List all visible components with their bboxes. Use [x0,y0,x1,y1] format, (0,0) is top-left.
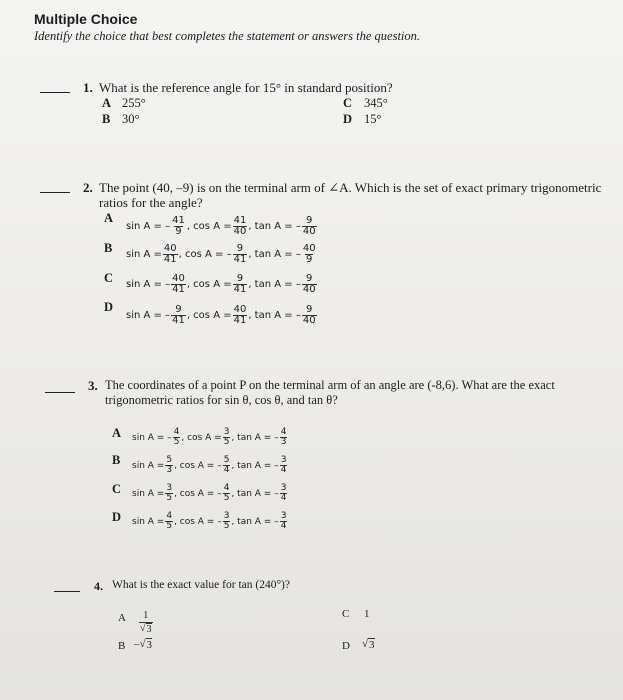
sin-label: sin A = – [126,279,171,290]
denominator: 5 [173,437,180,447]
numerator: 9 [236,273,244,284]
sin-fraction [171,305,186,326]
denominator: 41 [172,284,185,295]
option-value[interactable]: 255° [122,96,146,110]
cos-label: , cos A = [186,310,232,321]
tan-fraction [280,484,288,503]
answer-blank-q2[interactable] [40,192,70,193]
numerator: 4 [223,483,230,493]
option-letter: A [102,96,112,110]
denominator: 40 [302,226,316,237]
denominator: 9 [175,226,182,237]
denominator: 5 [166,521,173,531]
cos-fraction [223,428,231,447]
denominator: 5 [223,521,230,531]
tan-label: , tan A = – [231,516,279,527]
sqrt [140,623,152,636]
sin-label: sin A = – [126,221,171,232]
option-formula[interactable] [132,428,288,447]
tan-fraction [280,456,288,475]
sin-fraction [171,274,186,295]
numerator: 3 [280,455,287,465]
sin-fraction [163,244,178,265]
numerator: 4 [280,427,287,437]
denominator: 5 [166,493,173,503]
answer-blank-q3[interactable] [45,392,75,393]
numerator: 3 [280,483,287,493]
numerator: 41 [172,215,185,226]
option-letter: C [342,608,350,620]
numerator: 9 [236,243,244,254]
cos-label: , cos A = – [174,488,222,499]
cos-fraction [223,512,231,531]
numerator: 3 [166,483,173,493]
denominator: 41 [163,254,177,265]
fraction [139,610,153,636]
question-text: The coordinates of a point P on the terminal arm of an angle are (-8,6). What are the exact [105,378,555,392]
tan-fraction [302,274,317,295]
numerator: 40 [163,243,177,254]
section-title: Multiple Choice [34,11,138,27]
question-number: 1. [83,80,93,95]
radicand: 3 [146,639,153,651]
numerator: 9 [306,215,313,226]
denominator: 9 [306,254,313,265]
sin-label: sin A = [126,249,162,260]
option-formula[interactable] [126,216,318,237]
option-letter: D [112,510,122,524]
numerator: 3 [223,427,230,437]
cos-label: , cos A = – [174,516,222,527]
numerator: 40 [233,304,247,315]
option-value[interactable] [134,638,152,651]
option-letter: C [104,271,114,285]
question-number: 3. [88,378,98,393]
option-value[interactable]: 1 [364,608,370,620]
numerator: 41 [233,215,247,226]
question-number: 4. [94,579,103,593]
sin-label: sin A = – [132,432,172,443]
radicand: 3 [146,624,152,635]
numerator: 9 [306,273,313,284]
option-letter: C [343,96,353,110]
tan-label: , tan A = – [248,279,301,290]
question-text: What is the reference angle for 15° in standard position? [99,80,393,95]
sin-label: sin A = – [126,310,171,321]
numerator: 1 [143,610,149,621]
sin-fraction [165,512,173,531]
denominator: 3 [280,437,287,447]
answer-blank-q4[interactable] [54,591,80,592]
cos-label: , cos A = – [174,460,222,471]
cos-fraction [223,484,231,503]
question-text: What is the exact value for tan (240°)? [112,579,290,591]
numerator: 4 [173,427,180,437]
numerator: 9 [175,304,182,315]
numerator: 3 [223,511,230,521]
denominator: 5 [223,493,230,503]
cos-fraction [223,456,231,475]
tan-label: , tan A = – [231,432,279,443]
sin-fraction [165,484,173,503]
sin-label: sin A = [132,488,165,499]
tan-label: , tan A = – [248,310,301,321]
tan-label: , tan A = – [248,221,301,232]
denominator: 40 [302,315,316,326]
denominator: 4 [280,493,287,503]
denominator: 40 [233,226,247,237]
sin-label: sin A = [132,460,165,471]
numerator: 40 [172,273,185,284]
tan-label: , tan A = – [231,460,279,471]
tan-label: , tan A = – [231,488,279,499]
option-letter: A [118,612,126,624]
denominator: 41 [233,254,247,265]
denominator: 41 [172,315,185,326]
option-letter: B [118,640,126,652]
denominator: 3 [166,465,173,475]
cos-label: , cos A = [186,279,232,290]
option-value[interactable]: 30° [122,112,140,126]
answer-blank-q1[interactable] [40,92,70,93]
tan-fraction [302,305,317,326]
tan-fraction [302,216,317,237]
option-letter: A [112,426,122,440]
cos-label: , cos A = [186,221,232,232]
sin-fraction [171,216,186,237]
sqrt [140,638,153,651]
option-letter: B [104,241,113,255]
numerator: 40 [302,243,316,254]
tan-fraction [280,512,288,531]
denominator: 5 [223,437,230,447]
denominator: 41 [233,315,247,326]
sin-fraction [173,428,181,447]
option-formula[interactable] [126,274,318,295]
cos-fraction [233,216,248,237]
option-letter: B [102,112,111,126]
radicand: 3 [369,639,375,651]
cos-label: , cos A = [181,432,222,443]
radical-sign: √ [139,638,146,650]
option-value[interactable]: 15° [364,112,382,126]
option-value[interactable] [138,605,154,636]
denominator: 41 [233,284,247,295]
option-letter: B [112,453,121,467]
cos-fraction [233,305,248,326]
tan-label: , tan A = – [248,249,301,260]
denominator: 4 [280,465,287,475]
sin-label: sin A = [132,516,165,527]
option-letter: A [104,211,114,225]
question-text-cont: ratios for the angle? [99,195,203,210]
question-number: 2. [83,180,93,195]
cos-fraction [233,274,248,295]
question-text: The point (40, –9) is on the terminal arm of ∠A. Which is the set of exact primary trigonometric [99,180,602,195]
option-letter: D [343,112,353,126]
radical-sign: √ [140,623,146,634]
numerator: 5 [166,455,173,465]
option-letter: C [112,482,122,496]
option-letter: D [342,640,350,652]
cos-label: , cos A = – [178,249,232,260]
option-formula[interactable] [132,512,288,531]
negative-sign: – [134,638,140,650]
numerator: 9 [306,304,313,315]
sin-fraction [165,456,173,475]
instructions: Identify the choice that best completes the statement or answers the question. [34,29,421,43]
option-value[interactable] [362,638,375,651]
option-letter: D [104,300,114,314]
option-formula[interactable] [132,484,288,503]
denominator: 4 [280,521,287,531]
option-formula[interactable] [126,305,318,326]
option-value[interactable]: 345° [364,96,388,110]
numerator: 3 [280,511,287,521]
tan-fraction [302,244,317,265]
denominator: 40 [302,284,316,295]
tan-fraction [280,428,288,447]
denominator: 4 [223,465,230,475]
sqrt [362,638,375,651]
numerator: 5 [223,455,230,465]
numerator: 4 [166,511,173,521]
radical-sign: √ [362,638,369,650]
denominator [139,622,153,636]
question-text-cont: trigonometric ratios for sin θ, cos θ, and tan θ? [105,393,338,407]
option-formula[interactable] [132,456,288,475]
option-formula[interactable] [126,244,318,265]
cos-fraction [233,244,248,265]
